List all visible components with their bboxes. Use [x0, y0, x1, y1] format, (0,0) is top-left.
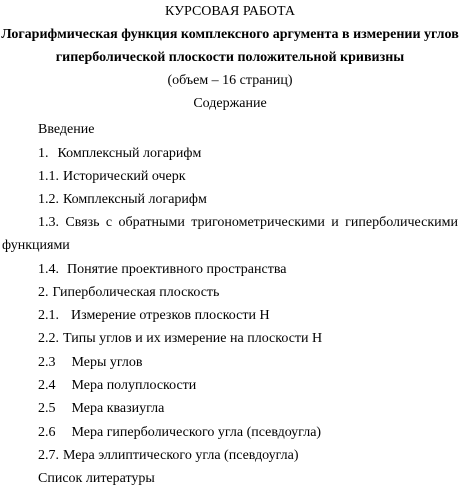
toc-item-2-4: [38, 377, 196, 395]
toc-item-1-1: [38, 168, 186, 186]
toc-item-text: Гиперболическая плоскость: [52, 285, 220, 300]
toc-item-1-3: [38, 214, 458, 232]
toc-item-number: 2.6: [38, 425, 56, 440]
toc-item-text: Мера эллиптического угла (псевдоугла): [63, 448, 299, 463]
toc-item-word: Связь: [65, 215, 100, 230]
toc-item-word: с: [105, 215, 113, 230]
toc-item-text: Меры углов: [71, 355, 143, 370]
toc-item-number: 2.4: [38, 378, 56, 393]
toc-item-2-5: [38, 400, 164, 418]
toc-item-text: Мера полуплоскости: [71, 378, 197, 393]
toc-item-number: 1.3.: [38, 215, 59, 230]
contents-heading: Содержание: [193, 96, 267, 111]
toc-item-word: и: [331, 215, 339, 230]
toc-references: Список литературы: [38, 471, 155, 486]
toc-item-number: 1.4.: [38, 262, 59, 277]
toc-item-number: 1.: [38, 146, 49, 161]
toc-item-1: [38, 145, 201, 163]
toc-item-2-7: [38, 447, 299, 465]
doc-title-line-1: Логарифмическая функция комплексного аргумента в измерении углов: [1, 27, 459, 42]
toc-item-number: 2.: [38, 285, 49, 300]
toc-item-text: Мера квазиугла: [71, 401, 165, 416]
toc-item-number: 2.3: [38, 355, 56, 370]
toc-item-2-3: [38, 354, 143, 372]
toc-item-2: [38, 284, 219, 302]
toc-item-number: 1.1.: [38, 169, 59, 184]
doc-volume: (объем – 16 страниц): [167, 73, 293, 88]
toc-item-number: 2.5: [38, 401, 56, 416]
toc-item-1-4: [38, 261, 287, 279]
toc-intro: Введение: [38, 122, 95, 137]
doc-title-line-2: гиперболической плоскости положительной кривизны: [55, 50, 405, 65]
toc-item-2-6: [38, 424, 321, 442]
toc-item-number: 1.2.: [38, 192, 59, 207]
toc-item-text: Комплексный логарифм: [63, 192, 207, 207]
toc-item-2-2: [38, 330, 322, 348]
toc-item-number: 2.2.: [38, 331, 59, 346]
toc-item-text: Исторический очерк: [63, 169, 186, 184]
toc-item-1-3-continuation: функциями: [2, 238, 70, 253]
toc-item-word: тригонометрическими: [191, 215, 325, 230]
toc-item-word: гиперболическими: [345, 215, 458, 230]
toc-item-number: 2.7.: [38, 448, 59, 463]
doc-kind: КУРСОВАЯ РАБОТА: [165, 4, 295, 19]
toc-item-word: обратными: [118, 215, 185, 230]
toc-item-text: Мера гиперболического угла (псевдоугла): [71, 425, 322, 440]
toc-item-text: Типы углов и их измерение на плоскости H: [63, 331, 323, 346]
toc-item-2-1: [38, 307, 270, 325]
toc-item-text: Понятие проективного пространства: [67, 262, 287, 277]
toc-item-1-2: [38, 191, 207, 209]
toc-item-number: 2.1.: [38, 308, 59, 323]
toc-item-text: Комплексный логарифм: [57, 146, 202, 161]
toc-item-text: Измерение отрезков плоскости H: [71, 308, 270, 323]
